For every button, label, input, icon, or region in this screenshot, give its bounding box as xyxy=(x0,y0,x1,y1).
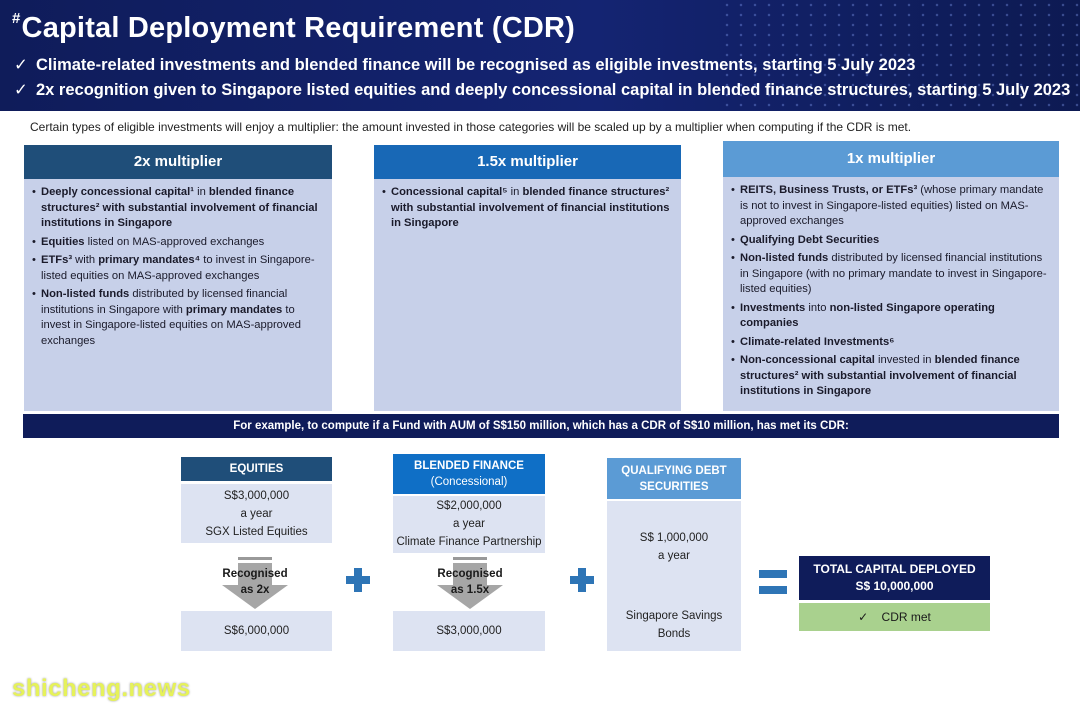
list-item: • Concessional capital⁵ in blended finance structures² with substantial involvement of financial institutions in Singapore xyxy=(382,185,673,232)
list-item: • Climate-related Investments⁶ xyxy=(731,335,1051,351)
debt-head xyxy=(607,458,741,499)
blended-desc: Climate Finance Partnership xyxy=(396,536,542,548)
equals-icon xyxy=(759,570,787,594)
equities-head-text: EQUITIES xyxy=(229,463,284,475)
arrow-label-line: as 2x xyxy=(240,584,270,596)
blended-head xyxy=(393,454,545,494)
debt-head-line: SECURITIES xyxy=(639,480,709,493)
debt-period: a year xyxy=(658,550,690,562)
header-bullet-2 xyxy=(14,80,1070,100)
debt-desc: Singapore Savings xyxy=(625,610,723,622)
total-head xyxy=(799,556,990,600)
cdr-met-text: CDR met xyxy=(881,610,931,624)
debt-body xyxy=(607,501,741,651)
header-bullet-text: 2x recognition given to Singapore listed equities and deeply concessional capital in blended finance structures, starting 5 July 2023 xyxy=(36,81,1071,99)
item-list xyxy=(382,185,673,232)
arrow-label-line: as 1.5x xyxy=(450,584,490,596)
list-item: • ETFs³ with primary mandates⁴ to invest in Singapore-listed equities on MAS-approved exchanges xyxy=(32,253,324,284)
debt-amount: S$ 1,000,000 xyxy=(639,532,709,544)
cdr-met-badge xyxy=(799,603,990,631)
arrow-label-line: Recognised xyxy=(222,568,288,580)
debt-desc: Bonds xyxy=(657,628,691,640)
check-icon: ✓ xyxy=(14,81,28,99)
title-text: Capital Deployment Requirement (CDR) xyxy=(21,12,575,44)
equities-desc: SGX Listed Equities xyxy=(205,526,308,538)
equities-amount: S$3,000,000 xyxy=(223,490,290,502)
column-2x xyxy=(24,145,332,411)
example-bar: For example, to compute if a Fund with AUM of S$150 million, which has a CDR of S$10 million, has met its CDR: xyxy=(23,414,1059,438)
item-list xyxy=(32,185,324,349)
list-item: • Non-listed funds distributed by licensed financial institutions in Singapore with primary mandates to invest in Singapore-listed equities on MAS-approved exchanges xyxy=(32,287,324,349)
debt-head-line: QUALIFYING DEBT xyxy=(621,464,727,477)
plus-icon xyxy=(346,568,370,592)
watermark: shicheng.news xyxy=(12,675,191,702)
column-body xyxy=(723,177,1059,411)
equities-head xyxy=(181,457,332,481)
list-item: • REITS, Business Trusts, or ETFs³ (whose primary mandate is not to invest in Singapore-listed equities) listed on MAS-approved exchanges xyxy=(731,183,1051,230)
column-body xyxy=(24,179,332,411)
total-amount: S$ 10,000,000 xyxy=(855,579,934,593)
column-1-5x xyxy=(374,145,681,411)
title-mark: # xyxy=(12,10,21,27)
blended-head-line: (Concessional) xyxy=(430,476,508,488)
list-item: • Non-listed funds distributed by licensed financial institutions in Singapore (with no primary mandate to invest in Singapore-listed equities) xyxy=(731,251,1051,298)
equities-arrow-label xyxy=(214,566,296,598)
blended-head-line: BLENDED FINANCE xyxy=(414,460,524,472)
header-banner xyxy=(0,0,1080,111)
total-head-line: TOTAL CAPITAL DEPLOYED xyxy=(813,562,976,576)
header-bullet-text: Climate-related investments and blended finance will be recognised as eligible investments, starting 5 July 2023 xyxy=(36,56,916,74)
blended-result-text: S$3,000,000 xyxy=(436,625,502,637)
page-title xyxy=(12,10,575,45)
list-item: • Non-concessional capital invested in blended finance structures² with substantial involvement of financial institutions in Singapore xyxy=(731,353,1051,400)
column-heading: 2x multiplier xyxy=(24,145,332,179)
plus-icon xyxy=(570,568,594,592)
intro-text: Certain types of eligible investments will enjoy a multiplier: the amount invested in those categories will be scaled up by a multiplier when computing if the CDR is met. xyxy=(30,120,912,134)
blended-arrow-label xyxy=(429,566,511,598)
list-item: • Deeply concessional capital¹ in blended finance structures² with substantial involvement of financial institutions in Singapore xyxy=(32,185,324,232)
item-list xyxy=(731,183,1051,400)
equities-body xyxy=(181,484,332,543)
column-body xyxy=(374,179,681,411)
column-heading: 1.5x multiplier xyxy=(374,145,681,179)
list-item: • Investments into non-listed Singapore operating companies xyxy=(731,301,1051,332)
list-item: • Equities listed on MAS-approved exchanges xyxy=(32,235,324,251)
list-item: • Qualifying Debt Securities xyxy=(731,233,1051,249)
equities-result xyxy=(181,611,332,651)
equities-result-text: S$6,000,000 xyxy=(223,625,290,637)
blended-result xyxy=(393,611,545,651)
check-icon: ✓ xyxy=(14,56,28,74)
blended-period: a year xyxy=(453,518,485,530)
column-heading: 1x multiplier xyxy=(723,141,1059,177)
header-bullet-1 xyxy=(14,55,915,75)
blended-body xyxy=(393,496,545,553)
blended-amount: S$2,000,000 xyxy=(436,500,502,512)
arrow-label-line: Recognised xyxy=(437,568,503,580)
column-1x xyxy=(723,141,1059,411)
equities-period: a year xyxy=(240,508,273,520)
check-icon: ✓ xyxy=(858,610,869,624)
